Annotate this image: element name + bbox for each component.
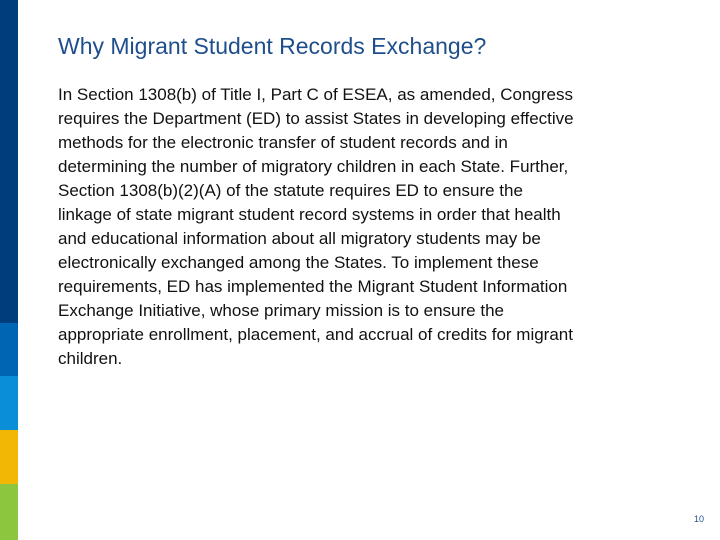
body-line: In Section 1308(b) of Title I, Part C of ESEA, as amended, Congress bbox=[58, 85, 573, 104]
body-line: linkage of state migrant student record systems in order that health bbox=[58, 205, 561, 224]
body-line: methods for the electronic transfer of student records and in bbox=[58, 133, 508, 152]
body-line: requires the Department (ED) to assist States in developing effective bbox=[58, 109, 574, 128]
body-line: children. bbox=[58, 349, 123, 368]
body-line: requirements, ED has implemented the Migrant Student Information bbox=[58, 277, 568, 296]
slide-title: Why Migrant Student Records Exchange? bbox=[58, 33, 487, 59]
side-bar-blue-segment bbox=[0, 323, 18, 376]
body-paragraph bbox=[58, 83, 698, 371]
side-bar-yellow-segment bbox=[0, 430, 18, 484]
body-line: Section 1308(b)(2)(A) of the statute requires ED to ensure the bbox=[58, 181, 523, 200]
side-bar-sky-segment bbox=[0, 376, 18, 430]
page-number: 10 bbox=[693, 514, 704, 524]
body-line: and educational information about all migratory students may be bbox=[58, 229, 541, 248]
side-color-bar bbox=[0, 0, 18, 540]
side-bar-green-segment bbox=[0, 484, 18, 540]
side-bar-navy-segment bbox=[0, 0, 18, 323]
body-line: electronically exchanged among the States. To implement these bbox=[58, 253, 539, 272]
body-line: appropriate enrollment, placement, and accrual of credits for migrant bbox=[58, 325, 573, 344]
body-line: determining the number of migratory children in each State. Further, bbox=[58, 157, 569, 176]
body-line: Exchange Initiative, whose primary mission is to ensure the bbox=[58, 301, 504, 320]
